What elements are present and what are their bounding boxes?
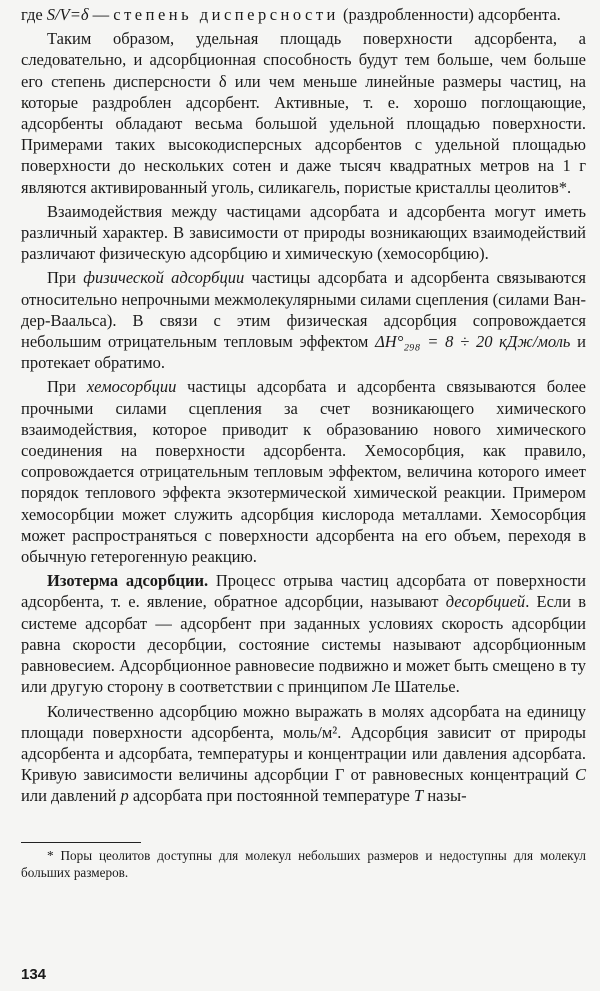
paragraph-quantification	[21, 701, 586, 807]
term-chemisorption: хемосорбции	[86, 377, 177, 397]
text-dash: —	[88, 5, 114, 24]
paragraph-chemisorption	[21, 376, 586, 567]
term-dispersity: степень дисперсности	[113, 5, 339, 24]
formula-enthalpy: ΔH°₂₉₈ = 8 ÷ 20 кДж/моль	[375, 332, 571, 352]
text-tail: и протекает обратимо.	[21, 332, 586, 373]
text-mid-2: адсорбата при постоянной температуре	[128, 786, 415, 806]
paragraph-physical-adsorption	[21, 267, 586, 373]
variable-t: T	[414, 786, 424, 806]
section-heading-isotherm: Изотерма адсорбции.	[47, 571, 209, 591]
text-rest: (раздробленности) адсорбента.	[338, 5, 561, 24]
paragraph-surface-area: Таким образом, удельная площадь поверхности адсорбента, а следовательно, и адсорбционная способность будут тем больше, чем больше его степень дисперсности δ или чем меньше линейные размеры частиц, на которые раздроблен адсорбент. Активные, т. е. хорошо поглощающие, адсорбенты обладают весьма большой удельной площадью поверхности. Примерами таких высокодисперсных адсорбентов с удельной площадью поверхности до нескольких сотен и даже тысяч квадратных метров на 1 г являются активированный уголь, силикагель, пористые кристаллы цеолитов*.	[21, 29, 586, 197]
page-number: 134	[21, 966, 47, 983]
text-tail: назы-	[423, 786, 467, 806]
text-mid: или давлений	[21, 786, 121, 806]
term-desorption: десорбцией	[445, 592, 526, 612]
footnote: * Поры цеолитов доступны для молекул небольших размеров и недоступны для молекул больших размеров.	[21, 848, 586, 880]
text-lead: где	[21, 5, 47, 24]
variable-c: C	[574, 765, 586, 785]
text-body: частицы адсорбата и адсорбента связываются более прочными силами сцепления за счет возникающего химического взаимодействия, которое приводит к образованию нового химического соединения на поверхности адсорбента. Хемосорбция, как правило, сопровождается отрицательным тепловым эффектом, величина которого имеет порядок теплового эффекта экзотермической химической реакции. Примером хемосорбции может служить адсорбция кислорода металлами. Хемосорбция может распространяться с поверхности адсорбента на его объем, переходя в обычную гетерогенную реакцию.	[21, 377, 587, 567]
text-tail: . Если в системе адсорбат — адсорбент при заданных условиях скорость адсорбции равна скорости десорбции, состояние системы называют адсорбционным равновесием. Адсорбционное равновесие подвижно и может быть смещено в ту или другую сторону в соответствии с принципом Ле Шателье.	[21, 592, 586, 697]
term-physical-adsorption: физической адсорбции	[83, 268, 245, 288]
paragraph-interactions: Взаимодействия между частицами адсорбата и адсорбента могут иметь различный характер. В зависимости от природы возникающих взаимодействий различают физическую адсорбцию и химическую (хемосорбцию).	[21, 201, 586, 264]
formula-dispersity: S/V=δ	[46, 5, 89, 24]
text-lead: При	[47, 377, 87, 397]
text-body: частицы адсорбата и адсорбента связываются относительно непрочными межмолекулярными силами сцепления (силами Ван-дер-Ваальса). В связи с этим физическая адсорбция сопровождается небольшим отрицательным тепловым эффектом	[21, 268, 586, 352]
text-body: Процесс отрыва частиц адсорбата от поверхности адсорбента, т. е. явление, обратное адсорбции, называют	[21, 571, 586, 612]
text-lead: При	[47, 268, 84, 288]
paragraph-isotherm	[21, 570, 586, 697]
variable-p: p	[120, 786, 129, 806]
text-body: Количественно адсорбцию можно выражать в молях адсорбата на единицу площади поверхности адсорбента, моль/м². Адсорбция зависит от природы адсорбента и адсорбата, температуры и концентрации или давления адсорбата. Кривую зависимости величины адсорбции Г от равновесных концентраций	[21, 701, 586, 785]
paragraph-dispersity	[21, 4, 586, 25]
footnote-divider	[21, 842, 141, 843]
